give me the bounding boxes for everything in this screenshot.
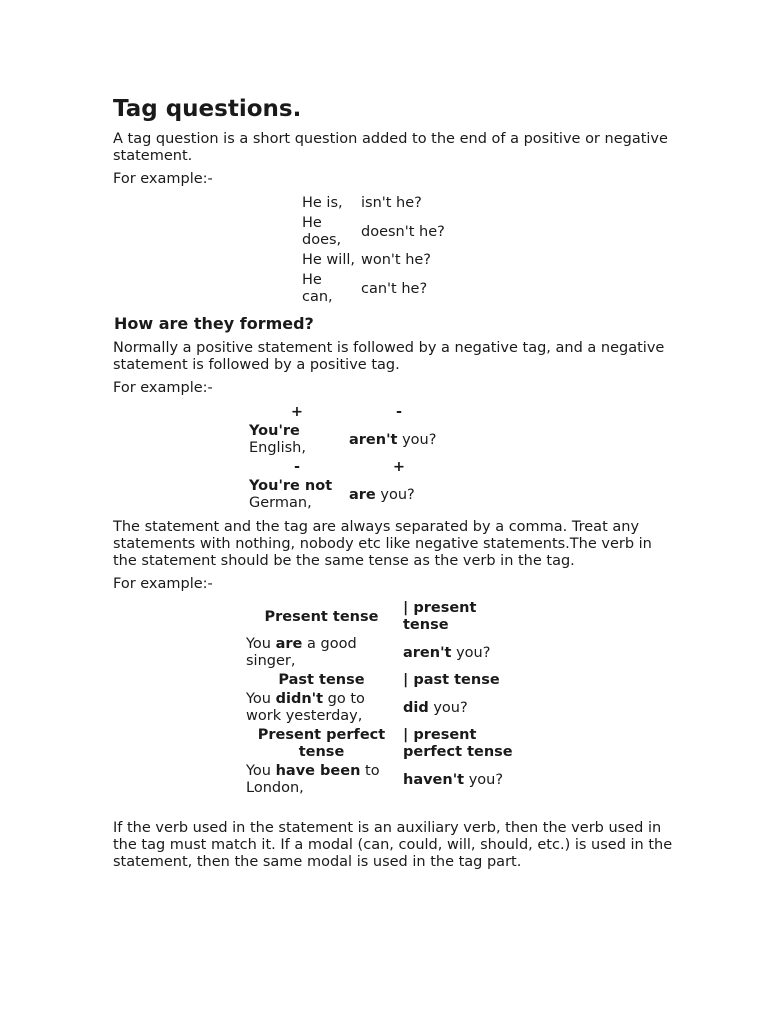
section-heading-formed: How are they formed?	[114, 314, 314, 333]
intro-paragraph: A tag question is a short question added to the end of a positive or negative statement.	[113, 131, 668, 164]
auxiliary-paragraph: If the verb used in the statement is an auxiliary verb, then the verb used in the tag must match it. If a modal (can, could, will, should, etc.) is used in the statement, then the same modal is used in the tag part.	[113, 820, 673, 870]
table-row: You're English, aren't you?	[249, 423, 437, 456]
table-row: You didn't go to work yesterday, did you?	[246, 691, 468, 724]
table-row: Present tense | present tense	[264, 600, 477, 633]
table-row: He will, won't he?	[302, 252, 432, 268]
table-row: Present perfect tense | present perfect tense	[257, 727, 513, 760]
sign-positive: +	[392, 459, 406, 475]
document-page	[113, 96, 673, 877]
tense-table	[243, 599, 526, 798]
formed-paragraph: Normally a positive statement is followed by a negative tag, and a negative statement is followed by a positive tag.	[113, 340, 665, 373]
table-row: He is, isn't he?	[302, 195, 422, 211]
examples-table-basic	[300, 194, 447, 308]
examples-table-signs	[247, 403, 451, 513]
table-row: He does, doesn't he?	[302, 215, 445, 248]
table-row: Past tense | past tense	[278, 672, 500, 688]
sign-negative: -	[293, 459, 301, 475]
example-label: For example:-	[113, 380, 213, 396]
table-row: He can, can't he?	[302, 272, 428, 305]
comma-paragraph: The statement and the tag are always separated by a comma. Treat any statements with nothing, nobody etc like negative statements.The verb in the statement should be the same tense as the verb in the tag.	[113, 519, 652, 569]
table-row: You are a good singer, aren't you?	[246, 636, 491, 669]
table-row: You're not German, are you?	[249, 478, 415, 511]
table-row	[247, 403, 451, 422]
example-label: For example:-	[113, 576, 213, 592]
table-row: You have been to London, haven't you?	[246, 763, 504, 796]
table-row	[247, 458, 451, 477]
example-label: For example:-	[113, 171, 213, 187]
page-title: Tag questions.	[113, 96, 302, 122]
sign-positive: +	[290, 404, 304, 420]
sign-negative: -	[395, 404, 403, 420]
